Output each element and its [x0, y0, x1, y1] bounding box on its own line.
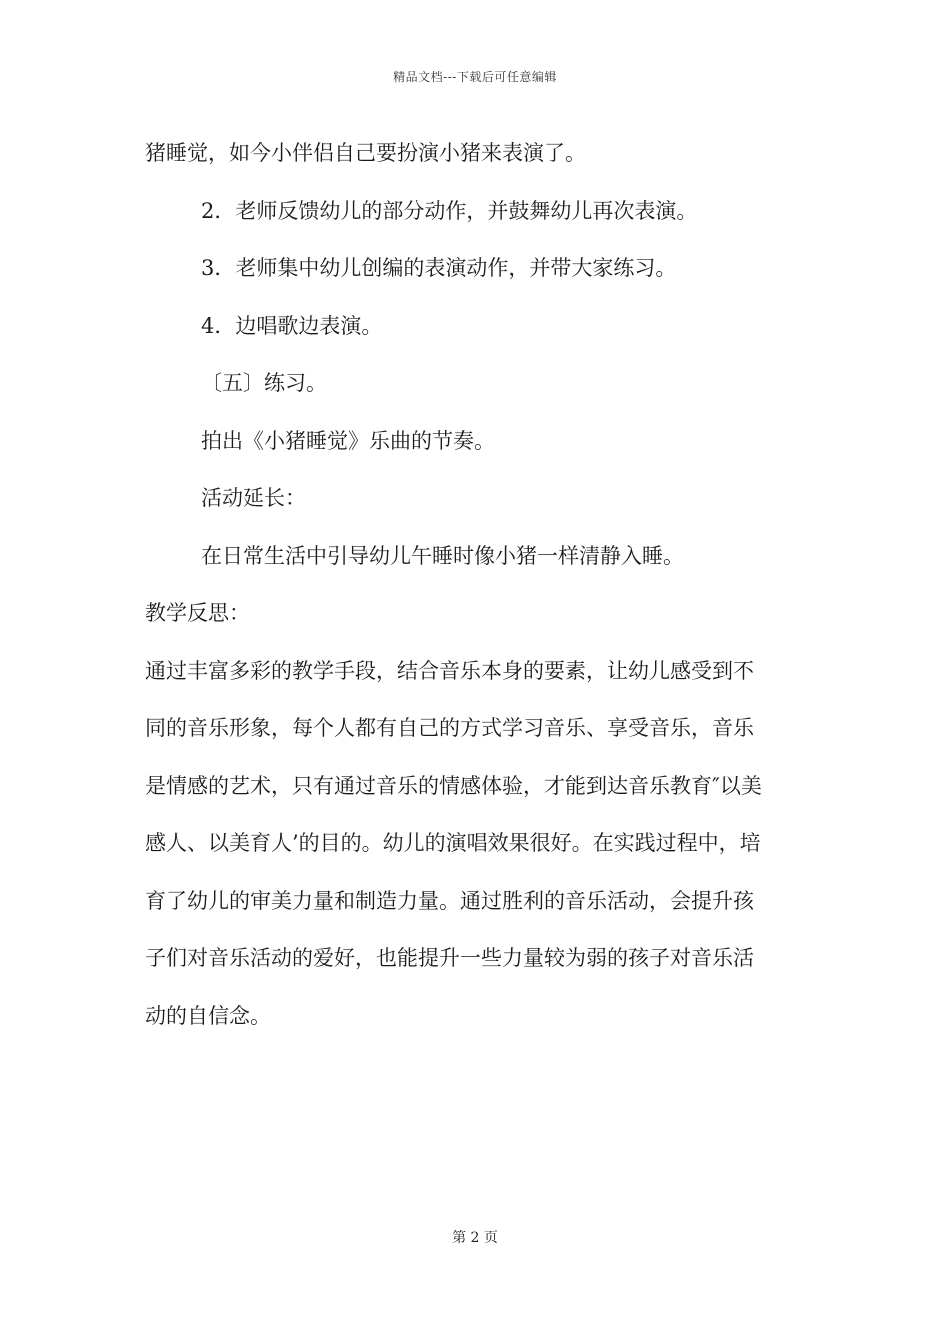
reflection-line: 同的音乐形象，每个人都有自己的方式学习音乐、享受音乐，音乐	[145, 716, 754, 740]
reflection-line: 动的自信念。	[145, 1003, 271, 1028]
step-2-text: 2．老师反馈幼儿的部分动作，并鼓舞幼儿再次表演。	[201, 198, 698, 223]
step-4-text: 4．边唱歌边表演。	[201, 313, 383, 338]
reflection-line: 子们对音乐活动的爱好，也能提升一些力量较为弱的孩子对音乐活	[145, 946, 754, 970]
page-header: 精品文档---下载后可任意编辑	[393, 70, 557, 84]
reflection-heading: 教学反思：	[145, 601, 250, 625]
section-5-heading: 〔五〕练习。	[201, 371, 327, 395]
document-body	[145, 133, 825, 1053]
extension-text: 在日常生活中引导幼儿午睡时像小猪一样清静入睡。	[201, 543, 684, 568]
practice-text: 拍出《小猪睡觉》乐曲的节奏。	[201, 428, 495, 453]
reflection-line: 感人、以美育人’的目的。幼儿的演唱效果很好。在实践过程中，培	[145, 831, 761, 855]
step-3-text: 3．老师集中幼儿创编的表演动作，并带大家练习。	[201, 256, 677, 280]
reflection-line: 育了幼儿的审美力量和制造力量。通过胜利的音乐活动，会提升孩	[145, 888, 754, 913]
reflection-line: 通过丰富多彩的教学手段，结合音乐本身的要素，让幼儿感受到不	[145, 658, 754, 683]
page-number: 第 2 页	[452, 1230, 498, 1246]
reflection-line: 是情感的艺术，只有通过音乐的情感体验，才能到达音乐教育″以美	[145, 773, 762, 798]
paragraph-continuation: 猪睡觉，如今小伴侣自己要扮演小猪来表演了。	[145, 141, 586, 165]
extension-heading: 活动延长：	[201, 486, 306, 510]
